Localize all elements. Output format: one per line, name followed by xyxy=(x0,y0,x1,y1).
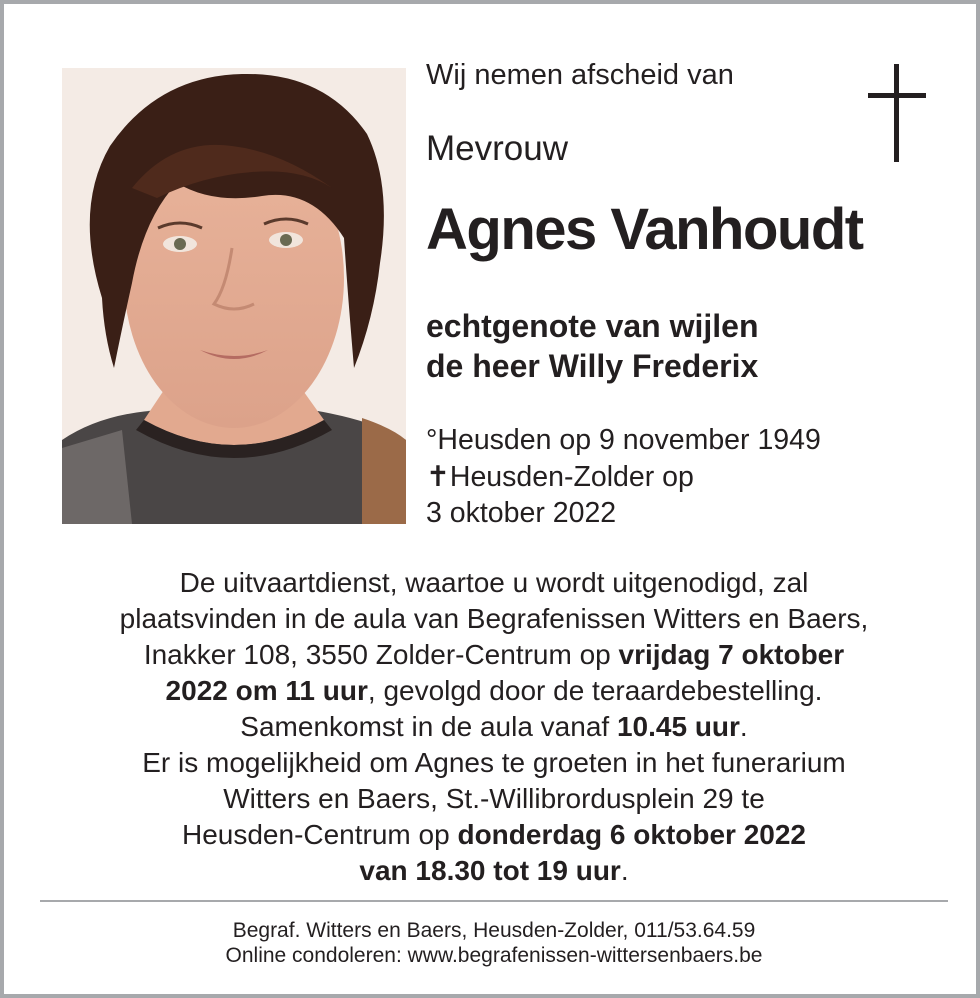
life-dates xyxy=(426,422,821,532)
service-line: van 18.30 tot 19 uur. xyxy=(359,855,629,886)
condolence-link[interactable]: Online condoleren: www.begrafenissen-wittersenbaers.be xyxy=(225,944,763,967)
intro-text: Wij nemen afscheid van xyxy=(426,59,734,91)
service-announcement xyxy=(24,565,964,889)
service-line: 2022 om 11 uur, gevolgd door de teraardebestelling. xyxy=(165,675,823,706)
service-line: Inakker 108, 3550 Zolder-Centrum op vrijdag 7 oktober xyxy=(143,639,845,670)
death-place: ✝Heusden-Zolder op xyxy=(426,460,694,493)
gathering-time: 10.45 uur xyxy=(616,711,740,742)
spouse-line-1: echtgenote van wijlen xyxy=(426,308,759,344)
visitation-time: van 18.30 tot 19 uur xyxy=(359,855,621,886)
honorific: Mevrouw xyxy=(426,129,568,168)
service-line: Samenkomst in de aula vanaf 10.45 uur. xyxy=(240,711,748,742)
death-date: 3 oktober 2022 xyxy=(426,497,617,529)
service-line: plaatsvinden in de aula van Begrafenissen Witters en Baers, xyxy=(119,603,869,634)
service-day: vrijdag 7 oktober xyxy=(618,639,845,670)
service-line: Er is mogelijkheid om Agnes te groeten in het funerarium xyxy=(142,747,846,778)
cross-icon xyxy=(868,64,926,162)
service-time: 2022 om 11 uur xyxy=(165,675,368,706)
portrait-photo xyxy=(62,68,406,524)
service-line: Witters en Baers, St.-Willibrordusplein 29 te xyxy=(223,783,765,814)
service-line: De uitvaartdienst, waartoe u wordt uitgenodigd, zal xyxy=(179,567,809,598)
spouse-info xyxy=(426,306,759,386)
divider xyxy=(40,900,948,902)
service-line: Heusden-Centrum op donderdag 6 oktober 2022 xyxy=(181,819,807,850)
visitation-day: donderdag 6 oktober 2022 xyxy=(457,819,807,850)
footer xyxy=(24,918,964,968)
spouse-line-2: de heer Willy Frederix xyxy=(426,348,759,384)
deceased-name: Agnes Vanhoudt xyxy=(426,197,863,262)
funeral-home-contact: Begraf. Witters en Baers, Heusden-Zolder, 011/53.64.59 xyxy=(232,919,756,942)
birth-date: °Heusden op 9 november 1949 xyxy=(426,424,821,456)
